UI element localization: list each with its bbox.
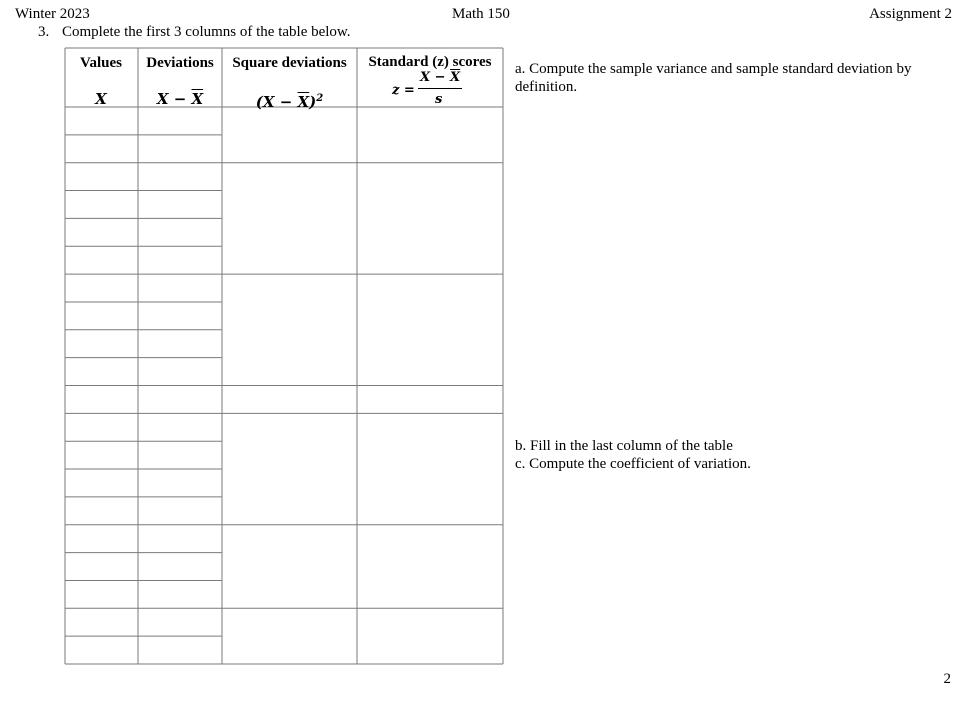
header-assignment: Assignment 2 [869,6,952,22]
question-number: 3. [38,24,50,40]
part-c-instruction: c. Compute the coefficient of variation. [515,456,751,472]
fraction-bar [418,88,462,89]
question-text: Complete the first 3 columns of the table below. [62,24,351,40]
column-symbol-deviation: $X - \overline{X}$ [156,90,204,108]
column-symbol-x: X [95,90,107,108]
header-course-name: Math 150 [452,6,510,22]
column-header-square-deviations: Square deviations [232,55,347,71]
column-header-values: Values [80,55,122,71]
header-course-term: Winter 2023 [15,6,90,22]
z-numerator: $X - \overline{X}$ [420,70,461,85]
column-symbol-square-deviation: $(X - \overline{X})^2$ [255,93,324,111]
part-b-instruction: b. Fill in the last column of the table [515,438,733,454]
part-a-instruction: a. Compute the sample variance and sample standard deviation by definition. [515,61,912,95]
page-number: 2 [943,671,951,687]
column-header-standard-scores: Standard (z) scores [368,54,492,70]
z-score-formula [392,70,472,110]
z-label: z = [392,83,415,98]
column-header-deviations: Deviations [146,55,214,71]
parts-bc-instructions [515,437,751,473]
z-denominator: s [435,92,443,107]
